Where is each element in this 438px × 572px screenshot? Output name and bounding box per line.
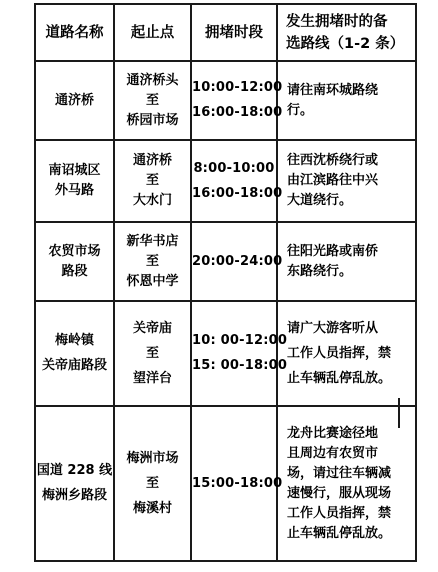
alt-route-line: 且周边有农贸市 <box>287 445 379 461</box>
road-name-text: 关帝庙路段 <box>41 358 107 373</box>
alt-route-line: 龙舟比赛途径地 <box>287 425 379 441</box>
time-slot: 15: 00-18:00 <box>192 358 288 373</box>
alt-route-line: 行。 <box>287 102 314 118</box>
table-row <box>35 406 416 561</box>
time-slot: 10:00-12:00 <box>192 80 283 95</box>
start-point: 新华书店 <box>126 233 179 249</box>
endpoints-cell <box>114 406 191 561</box>
alternative-route-cell <box>277 61 416 140</box>
time-cell <box>191 61 283 140</box>
table-row <box>35 140 416 222</box>
road-name-cell <box>35 222 114 301</box>
table-row <box>35 61 416 140</box>
end-point: 大水门 <box>132 193 172 208</box>
end-point: 桥园市场 <box>126 112 179 128</box>
end-point: 怀恩中学 <box>126 273 179 289</box>
road-name-text: 国道 228 线 <box>36 463 113 478</box>
alt-route-line: 止车辆乱停乱放。 <box>287 370 392 386</box>
alt-route-line: 请往南环城路绕 <box>287 82 379 98</box>
start-point: 关帝庙 <box>132 320 172 336</box>
alt-route-line: 往阳光路或南侨 <box>287 243 379 259</box>
to-text: 至 <box>145 475 159 491</box>
header-endpoints: 起止点 <box>114 4 191 61</box>
to-text: 至 <box>145 253 159 269</box>
road-name-cell <box>35 406 114 561</box>
to-text: 至 <box>145 92 159 108</box>
road-name-text: 南诏城区 <box>48 163 101 178</box>
alt-route-line: 东路绕行。 <box>287 263 353 279</box>
road-name-cell <box>35 301 114 406</box>
table-row <box>35 222 416 301</box>
table-header-row <box>35 4 416 61</box>
alt-route-line: 请广大游客听从 <box>287 320 379 336</box>
start-point: 梅洲市场 <box>126 450 179 466</box>
alt-route-line: 止车辆乱停乱放。 <box>287 525 392 541</box>
time-slot: 15:00-18:00 <box>192 475 283 491</box>
alt-route-line: 工作人员指挥，禁 <box>287 505 392 521</box>
time-slot: 20:00-24:00 <box>192 253 283 269</box>
alternative-route-cell <box>277 140 416 222</box>
alt-route-line: 场，请过往车辆减 <box>287 465 392 481</box>
start-point: 通济桥 <box>132 153 172 168</box>
alternative-route-cell <box>277 301 416 406</box>
congestion-route-table <box>34 3 417 562</box>
alt-route-line: 往西沈桥绕行或 <box>287 153 379 168</box>
time-cell <box>191 222 283 301</box>
endpoints-cell <box>114 140 191 222</box>
to-text: 至 <box>145 345 159 361</box>
time-slot: 16:00-18:00 <box>192 105 283 120</box>
road-name-text: 梅洲乡路段 <box>41 488 107 503</box>
time-cell <box>191 301 288 406</box>
endpoints-cell <box>114 61 191 140</box>
time-cell <box>191 140 283 222</box>
time-slot: 10: 00-12:00 <box>192 333 288 348</box>
alt-route-line: 工作人员指挥，禁 <box>287 345 392 361</box>
end-point: 梅溪村 <box>132 500 172 516</box>
text-cursor-mark <box>398 398 400 428</box>
alt-route-line: 由江滨路往中兴 <box>287 173 379 188</box>
to-text: 至 <box>145 173 159 188</box>
header-road-name: 道路名称 <box>35 4 114 61</box>
alt-route-line: 大道绕行。 <box>287 193 353 208</box>
road-name-text: 通济桥 <box>54 92 94 108</box>
alternative-route-cell <box>277 222 416 301</box>
time-slot: 16:00-18:00 <box>192 185 283 201</box>
header-congestion-time: 拥堵时段 <box>191 4 277 61</box>
endpoints-cell <box>114 301 191 406</box>
time-cell <box>191 406 283 561</box>
road-name-cell <box>35 61 114 140</box>
time-slot: 8:00-10:00 <box>193 160 275 176</box>
alt-route-line: 速慢行，服从现场 <box>287 485 392 501</box>
road-name-text: 梅岭镇 <box>54 333 94 348</box>
header-alt-line-1: 发生拥堵时的备 <box>286 13 388 30</box>
header-alternative-route <box>277 4 416 61</box>
road-name-cell <box>35 140 114 222</box>
road-name-text: 农贸市场 <box>48 243 101 259</box>
start-point: 通济桥头 <box>126 72 179 88</box>
table-row <box>35 301 416 406</box>
header-alt-line-2: 选路线（1-2 条） <box>286 35 405 52</box>
road-name-text: 路段 <box>61 263 88 279</box>
end-point: 望洋台 <box>132 370 172 386</box>
alternative-route-cell <box>277 406 416 561</box>
endpoints-cell <box>114 222 191 301</box>
road-name-text: 外马路 <box>54 183 94 198</box>
